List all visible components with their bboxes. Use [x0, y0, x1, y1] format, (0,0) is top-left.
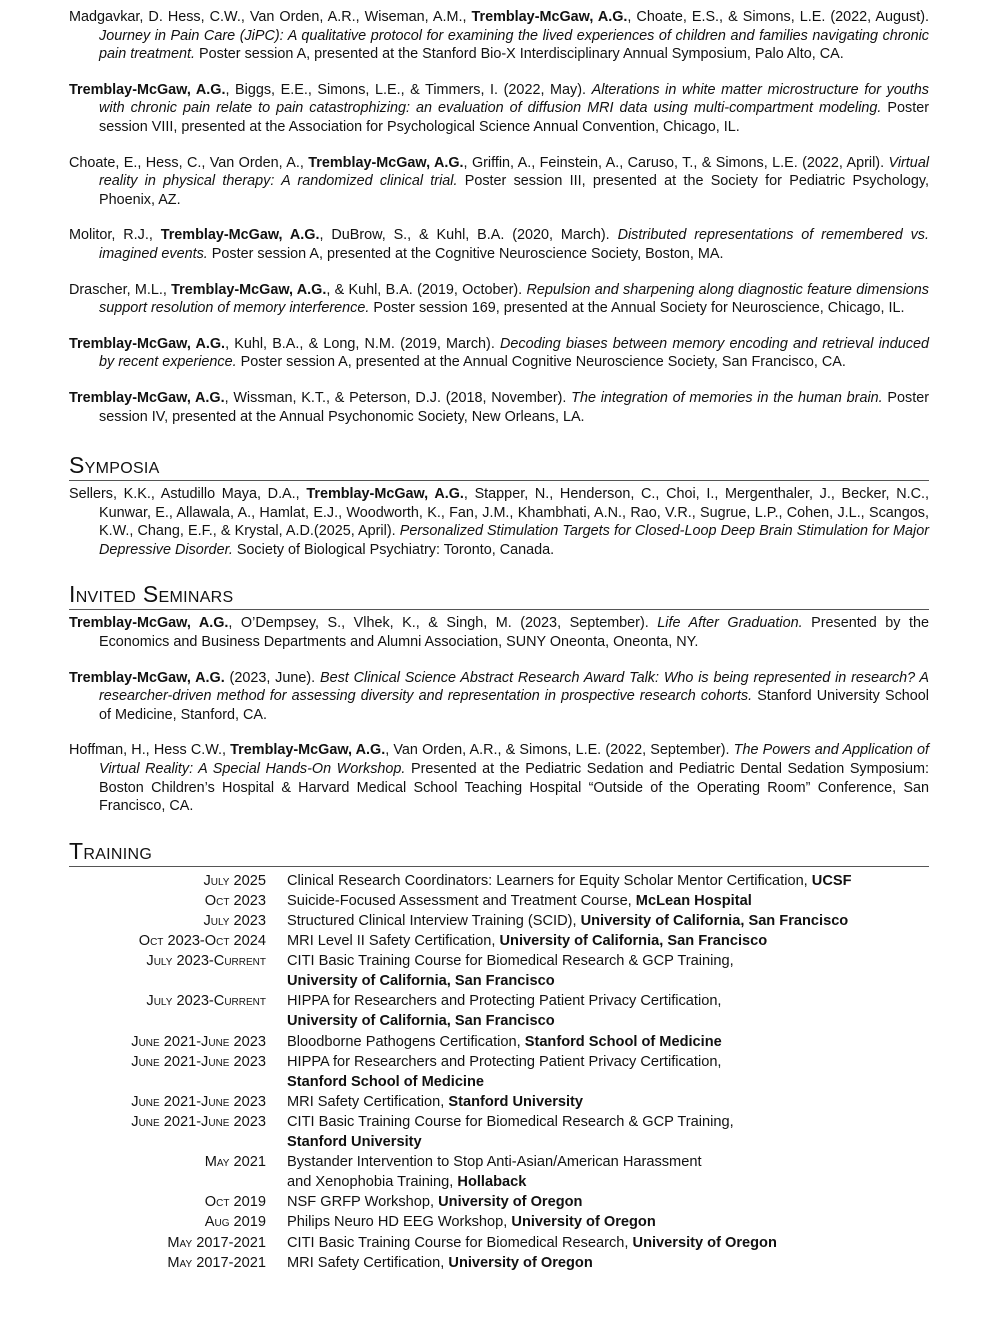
- training-institution: University of Oregon: [448, 1254, 593, 1271]
- section-heading-invited-seminars: Invited Seminars: [69, 579, 929, 610]
- training-row: [69, 871, 929, 891]
- coauthors-before: Hoffman, H., Hess C.W.,: [69, 742, 231, 759]
- training-course: Bloodborne Pathogens Certification,: [287, 1033, 525, 1050]
- training-description: [287, 931, 929, 951]
- training-course: Suicide-Focused Assessment and Treatment Course,: [287, 892, 636, 909]
- training-course: CITI Basic Training Course for Biomedical Research & GCP Training,: [287, 953, 734, 970]
- training-description: [287, 891, 929, 911]
- training-description: [287, 1011, 929, 1031]
- poster-entry: [69, 226, 929, 263]
- training-date: Oct 2023-Oct 2024: [138, 933, 266, 950]
- training-row: [69, 1132, 929, 1152]
- training-institution: Hollaback: [457, 1174, 527, 1191]
- cv-page: [69, 8, 929, 1273]
- training-description: [287, 991, 929, 1011]
- coauthors-before: Drascher, M.L.,: [69, 281, 172, 298]
- venue: Stanford University School of Medicine, Stanford, CA.: [99, 688, 929, 723]
- seminars-list: [69, 614, 929, 815]
- coauthors-and-date: (2023, June).: [224, 669, 320, 686]
- training-institution: University of Oregon: [511, 1214, 656, 1231]
- training-course: NSF GRFP Workshop,: [287, 1194, 439, 1211]
- training-institution: University of California, San Francisco: [287, 973, 555, 990]
- training-description: [287, 1152, 929, 1172]
- training-course: and Xenophobia Training,: [287, 1174, 458, 1191]
- coauthors-before: Madgavkar, D. Hess, C.W., Van Orden, A.R., Wiseman, A.M.,: [69, 9, 472, 25]
- training-date: July 2023-Current: [146, 953, 266, 970]
- training-date: Oct 2023: [204, 892, 266, 909]
- training-institution: Stanford School of Medicine: [524, 1033, 722, 1050]
- coauthors-before: Sellers, K.K., Astudillo Maya, D.A.,: [69, 486, 307, 503]
- poster-entry: [69, 335, 929, 372]
- presentation-title: The integration of memories in the human brain.: [571, 389, 883, 406]
- author-name: Tremblay-McGaw, A.G.: [230, 742, 386, 759]
- coauthors-before: Molitor, R.J.,: [69, 227, 161, 244]
- training-description: [287, 1192, 929, 1212]
- section-heading-training: Training: [69, 836, 929, 867]
- training-date: May 2017-2021: [167, 1234, 266, 1251]
- venue: Poster session VIII, presented at the Association for Psychological Science Annual Convention, Chicago, IL.: [99, 100, 929, 135]
- venue: Poster session IV, presented at the Annual Psychonomic Society, New Orleans, LA.: [99, 389, 929, 425]
- training-description: [287, 951, 929, 971]
- training-date: [69, 1132, 287, 1152]
- coauthors-and-date: , Stapper, N., Henderson, C., Choi, I., Mergenthaler, J., Becker, N.C., Kunwar, E., Allawala, A., Hamlat, E.J., Woodworth, K., Fan, J.M., Khambhati, A.N., Rao, V.R., Sugrue, L.P., Cohen, J.L., Scangos, K.W., Chang, E.F., & Krystal, A.D.(2025, April).: [99, 486, 930, 540]
- coauthors-and-date: , Van Orden, A.R., & Simons, L.E. (2022, September).: [385, 742, 734, 759]
- section-heading-symposia: Symposia: [69, 450, 929, 481]
- training-row: [69, 1112, 929, 1132]
- symposia-list: [69, 485, 929, 559]
- training-description: [287, 1112, 929, 1132]
- training-row: [69, 991, 929, 1011]
- training-description: [287, 1172, 929, 1192]
- training-table: [69, 871, 929, 1273]
- training-row: [69, 1032, 929, 1052]
- coauthors-and-date: , & Kuhl, B.A. (2019, October).: [326, 281, 527, 298]
- training-course: MRI Level II Safety Certification,: [287, 933, 500, 950]
- presentation-title: Journey in Pain Care (JiPC): A qualitative protocol for examining the lived experiences of children and families navigating chronic pain treatment.: [99, 27, 929, 63]
- training-institution: Stanford School of Medicine: [287, 1073, 485, 1090]
- training-row: [69, 931, 929, 951]
- training-date: May 2017-2021: [167, 1254, 266, 1271]
- coauthors-before: Choate, E., Hess, C., Van Orden, A.,: [69, 154, 309, 171]
- training-date: June 2021-June 2023: [131, 1113, 266, 1130]
- training-date: June 2021-June 2023: [131, 1033, 266, 1050]
- venue: Poster session A, presented at the Cognitive Neuroscience Society, Boston, MA.: [207, 245, 724, 262]
- presentation-title: Best Clinical Science Abstract Research Award Talk: Who is being represented in research? A researcher-driven method for assessing diversity and representation in prospective research cohorts.: [99, 669, 930, 705]
- coauthors-and-date: , Wissman, K.T., & Peterson, D.J. (2018, November).: [224, 389, 572, 406]
- training-course: MRI Safety Certification,: [287, 1093, 449, 1110]
- training-row: [69, 1253, 929, 1273]
- seminar-entry: [69, 614, 929, 651]
- presentation-title: Personalized Stimulation Targets for Closed-Loop Deep Brain Stimulation for Major Depressive Disorder.: [99, 523, 929, 558]
- venue: Poster session III, presented at the Society for Pediatric Psychology, Phoenix, AZ.: [99, 173, 929, 208]
- training-row: [69, 1072, 929, 1092]
- training-date: July 2023-Current: [146, 993, 266, 1010]
- training-institution: University of California, San Francisco: [499, 933, 768, 950]
- training-description: [287, 1032, 929, 1052]
- venue: Poster session A, presented at the Stanford Bio-X Interdisciplinary Annual Symposium, Palo Alto, CA.: [195, 46, 844, 63]
- training-institution: McLean Hospital: [635, 892, 752, 909]
- seminar-entry: [69, 669, 929, 725]
- training-description: [287, 1072, 929, 1092]
- presentation-title: Decoding biases between memory encoding and retrieval induced by recent experience.: [99, 335, 930, 371]
- training-institution: Stanford University: [287, 1134, 422, 1151]
- presentation-title: The Powers and Application of Virtual Reality: A Special Hands-On Workshop.: [99, 742, 930, 778]
- poster-entry: [69, 154, 929, 210]
- training-course: CITI Basic Training Course for Biomedical Research & GCP Training,: [287, 1113, 734, 1130]
- training-course: CITI Basic Training Course for Biomedical Research,: [287, 1234, 633, 1251]
- presentation-title: Life After Graduation.: [657, 615, 803, 632]
- poster-list: [69, 8, 929, 426]
- coauthors-and-date: , DuBrow, S., & Kuhl, B.A. (2020, March).: [319, 227, 618, 244]
- training-institution: University of California, San Francisco: [287, 1013, 555, 1030]
- training-date: Oct 2019: [204, 1194, 266, 1211]
- training-institution: Stanford University: [448, 1093, 584, 1110]
- training-row: [69, 971, 929, 991]
- training-description: [287, 1052, 929, 1072]
- poster-entry: [69, 281, 929, 318]
- training-date: June 2021-June 2023: [131, 1093, 266, 1110]
- training-description: [287, 1253, 929, 1273]
- training-description: [287, 971, 929, 991]
- training-description: [287, 1132, 929, 1152]
- author-name: Tremblay-McGaw, A.G.: [69, 81, 226, 98]
- coauthors-and-date: , Kuhl, B.A., & Long, N.M. (2019, March).: [225, 335, 500, 352]
- venue: Society of Biological Psychiatry: Toronto, Canada.: [232, 541, 555, 558]
- training-date: June 2021-June 2023: [131, 1053, 266, 1070]
- training-date: July 2023: [203, 913, 266, 929]
- training-institution: UCSF: [811, 872, 852, 889]
- coauthors-and-date: , O’Dempsey, S., Vlhek, K., & Singh, M. (2023, September).: [228, 615, 658, 632]
- author-name: Tremblay-McGaw, A.G.: [306, 486, 464, 503]
- training-row: [69, 1172, 929, 1192]
- training-date: [69, 1072, 287, 1092]
- training-description: [287, 1092, 929, 1112]
- training-course: Philips Neuro HD EEG Workshop,: [287, 1214, 512, 1231]
- coauthors-and-date: , Griffin, A., Feinstein, A., Caruso, T., & Simons, L.E. (2022, April).: [463, 154, 889, 171]
- author-name: Tremblay-McGaw, A.G.: [69, 335, 226, 352]
- venue: Poster session A, presented at the Annual Cognitive Neuroscience Society, San Francisco, CA.: [236, 354, 846, 371]
- training-course: Bystander Intervention to Stop Anti-Asian/American Harassment: [287, 1154, 702, 1171]
- training-row: [69, 911, 929, 931]
- training-row: [69, 951, 929, 971]
- coauthors-and-date: , Biggs, E.E., Simons, L.E., & Timmers, I. (2022, May).: [225, 81, 592, 98]
- author-name: Tremblay-McGaw, A.G.: [308, 154, 464, 171]
- training-institution: University of Oregon: [632, 1234, 777, 1251]
- training-date: [69, 1172, 287, 1192]
- training-row: [69, 1011, 929, 1031]
- training-description: [287, 1212, 929, 1232]
- seminar-entry: [69, 741, 929, 815]
- training-row: [69, 1052, 929, 1072]
- author-name: Tremblay-McGaw, A.G.: [471, 9, 628, 25]
- training-row: [69, 1192, 929, 1212]
- presentation-title: Repulsion and sharpening along diagnostic feature dimensions support resolution of memory interference.: [99, 281, 929, 317]
- training-description: [287, 1233, 929, 1253]
- training-date: [69, 1011, 287, 1031]
- author-name: Tremblay-McGaw, A.G.: [69, 389, 225, 406]
- training-row: [69, 891, 929, 911]
- venue: Presented by the Economics and Business Departments and Alumni Association, SUNY Oneonta, Oneonta, NY.: [99, 615, 929, 651]
- poster-entry: [69, 389, 929, 426]
- training-row: [69, 1212, 929, 1232]
- author-name: Tremblay-McGaw, A.G.: [160, 227, 320, 244]
- training-course: Structured Clinical Interview Training (SCID),: [287, 913, 581, 929]
- poster-entry: [69, 81, 929, 137]
- training-date: Aug 2019: [204, 1214, 266, 1231]
- venue: Presented at the Pediatric Sedation and Pediatric Dental Sedation Symposium: Boston Children’s Hospital & Harvard Medical School Teaching Hospital “Outside of the Operating Room” Conference, San Francisco, CA.: [99, 761, 929, 815]
- symposium-entry: [69, 485, 929, 559]
- coauthors-and-date: , Choate, E.S., & Simons, L.E. (2022, August).: [627, 9, 929, 25]
- training-course: HIPPA for Researchers and Protecting Patient Privacy Certification,: [287, 993, 722, 1010]
- training-description: [287, 911, 929, 931]
- training-course: MRI Safety Certification,: [287, 1254, 449, 1271]
- training-date: May 2021: [204, 1154, 266, 1171]
- training-row: [69, 1233, 929, 1253]
- presentation-title: Alterations in white matter microstructure for youths with chronic pain relate to pain catastrophizing: an evaluation of diffusion MRI data using multi-compartment modeling.: [99, 81, 930, 117]
- author-name: Tremblay-McGaw, A.G.: [69, 669, 225, 686]
- training-institution: University of California, San Francisco: [580, 913, 849, 929]
- training-date: [69, 971, 287, 991]
- author-name: Tremblay-McGaw, A.G.: [171, 281, 327, 298]
- training-course: Clinical Research Coordinators: Learners for Equity Scholar Mentor Certification,: [287, 872, 812, 889]
- training-description: [287, 871, 929, 891]
- training-date: July 2025: [203, 872, 266, 889]
- poster-entry: [69, 8, 929, 64]
- presentation-title: Distributed representations of remembered vs. imagined events.: [99, 227, 929, 262]
- training-row: [69, 1092, 929, 1112]
- presentation-title: Virtual reality in physical therapy: A randomized clinical trial.: [99, 154, 930, 190]
- author-name: Tremblay-McGaw, A.G.: [69, 615, 229, 632]
- training-institution: University of Oregon: [438, 1194, 583, 1211]
- venue: Poster session 169, presented at the Annual Society for Neuroscience, Chicago, IL.: [369, 300, 905, 317]
- training-course: HIPPA for Researchers and Protecting Patient Privacy Certification,: [287, 1053, 722, 1070]
- training-row: [69, 1152, 929, 1172]
